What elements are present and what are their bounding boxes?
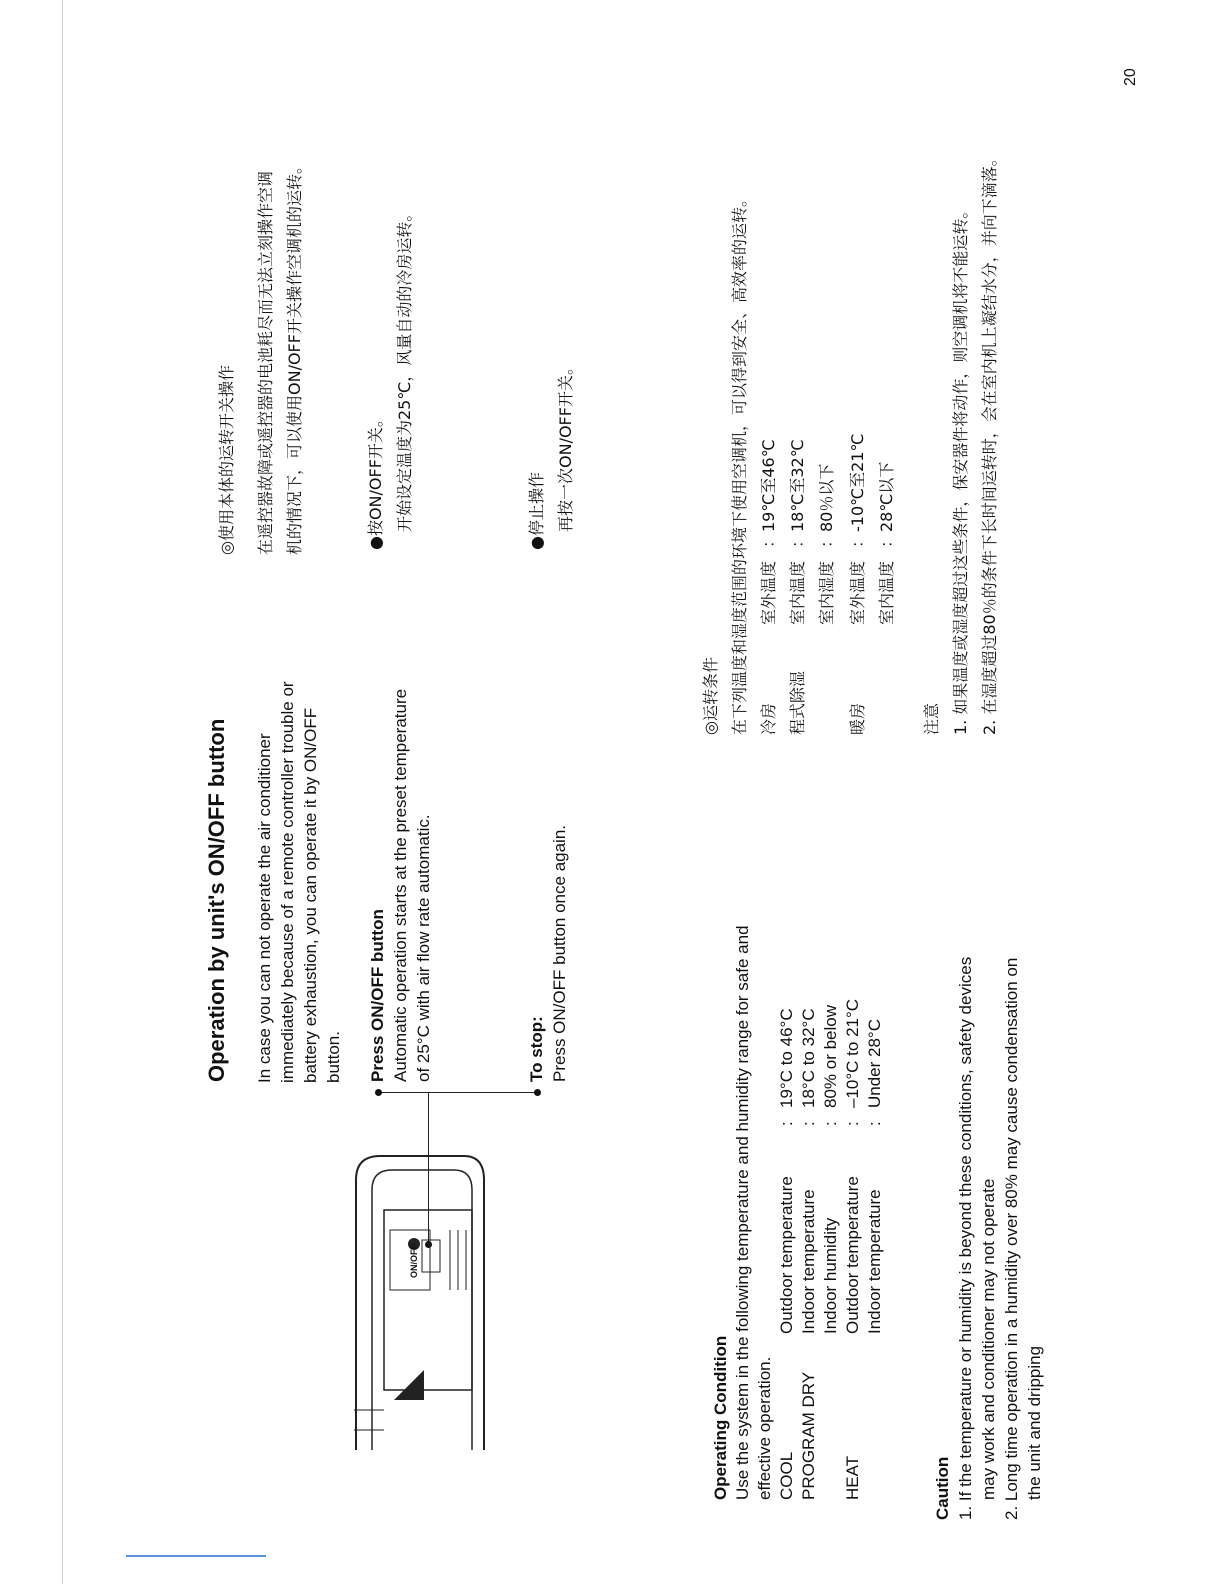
- en-stop-line-1: Press ON/OFF button once again.: [550, 824, 569, 1082]
- zh-intro-1: 在遥控器故障或遥控器的电池耗尽而无法立刻操作空调: [256, 170, 275, 555]
- zh-caution-1: 1. 如果温度或湿度超过这些条件，保安器件将动作，则空调机将不能运转。: [951, 202, 970, 735]
- indoor-unit-illustration: [354, 1150, 494, 1450]
- en-caution-heading: Caution: [933, 1456, 952, 1520]
- zh-op-row-0-mode: 冷房: [759, 702, 778, 735]
- en-intro-2: immediately because of a remote controller trouble or: [278, 681, 297, 1083]
- zh-stop-heading: ●停止操作: [527, 472, 546, 550]
- zh-stop-line-1: 再按一次ON/OFF开关。: [556, 359, 575, 532]
- en-op-row-4-item: Indoor temperature: [865, 1189, 884, 1334]
- zh-op-row-0-value: ：19℃至46℃: [759, 439, 778, 548]
- en-press-line-1: Automatic operation starts at the preset temperature: [391, 688, 410, 1082]
- zh-op-row-3-mode: 暖房: [848, 702, 867, 735]
- en-caution-2b: the unit and dripping: [1025, 1345, 1044, 1500]
- zh-op-row-1-mode: 程式除湿: [788, 670, 807, 735]
- zh-op-row-2-item: 室内湿度: [817, 560, 836, 625]
- en-title: Operation by unit's ON/OFF button: [204, 718, 229, 1082]
- en-op-row-0-item: Outdoor temperature: [777, 1176, 796, 1334]
- pointer-dot-stop: [534, 1089, 541, 1096]
- en-op-row-0-sep: :: [777, 1121, 796, 1126]
- zh-title: ◎使用本体的运转开关操作: [217, 365, 236, 555]
- en-operating-intro-1: Use the system in the following temperature and humidity range for safe and: [733, 925, 752, 1500]
- page-number: 20: [1122, 68, 1139, 86]
- en-caution-1b: may work and conditioner may not operate: [979, 1178, 998, 1500]
- en-operating-intro-2: effective operation.: [755, 1356, 774, 1500]
- page-margin-line: [62, 0, 63, 1584]
- en-caution-2: 2. Long time operation in a humidity over 80% may cause condensation on: [1002, 957, 1021, 1520]
- en-op-row-3-mode: HEAT: [843, 1455, 862, 1500]
- en-op-row-1-item: Indoor temperature: [799, 1189, 818, 1334]
- en-op-row-4-sep: :: [865, 1121, 884, 1126]
- en-op-row-3-item: Outdoor temperature: [843, 1176, 862, 1334]
- zh-op-row-3-item: 室外温度: [848, 560, 867, 625]
- en-op-row-4-value: Under 28°C: [865, 1018, 884, 1108]
- zh-intro-2: 机的情况下，可以使用ON/OFF开关操作空调机的运转。: [285, 158, 304, 555]
- en-intro-1: In case you can not operate the air conditioner: [255, 733, 274, 1083]
- en-intro-4: button.: [324, 1031, 343, 1083]
- en-op-row-1-value: 18°C to 32°C: [799, 1008, 818, 1108]
- footer-rule: [126, 1555, 266, 1557]
- pointer-dot-press: [375, 1089, 382, 1096]
- en-stop-heading: To stop:: [527, 1016, 546, 1082]
- zh-op-row-4-item: 室内温度: [877, 560, 896, 625]
- zh-op-row-4-value: ：28℃以下: [877, 461, 896, 548]
- zh-operating-heading: ◎运转条件: [701, 657, 720, 735]
- zh-operating-intro: 在下列温度和湿度范围的环境下使用空调机，可以得到安全、高效率的运转。: [730, 190, 749, 735]
- zh-op-row-1-item: 室内温度: [788, 560, 807, 625]
- zh-press-heading: ●按ON/OFF开关。: [366, 411, 385, 550]
- en-op-row-3-value: –10°C to 21°C: [843, 998, 862, 1108]
- en-op-row-1-mode: PROGRAM DRY: [799, 1371, 818, 1500]
- en-press-line-2: of 25°C with air flow rate automatic.: [414, 814, 433, 1082]
- pointer-line-connector: [378, 1092, 538, 1093]
- en-caution-1: 1. If the temperature or humidity is beyond these conditions, safety devices: [956, 956, 975, 1520]
- zh-caution-heading: 注意: [922, 702, 941, 735]
- en-op-row-3-sep: :: [843, 1121, 862, 1126]
- en-op-row-0-value: 19°C to 46°C: [777, 1008, 796, 1108]
- zh-caution-2: 2. 在湿度超过80％的条件下长时间运转时，会在室内机上凝结水分，并向下滴落。: [980, 150, 999, 735]
- en-op-row-1-sep: :: [799, 1121, 818, 1126]
- en-intro-3: battery exhaustion, you can operate it by ON/OFF: [301, 707, 320, 1083]
- zh-op-row-3-value: ：-10℃至21℃: [848, 433, 867, 548]
- en-op-row-2-value: 80% or below: [821, 1004, 840, 1108]
- en-operating-heading: Operating Condition: [711, 1335, 730, 1500]
- en-op-row-2-sep: :: [821, 1121, 840, 1126]
- zh-op-row-2-value: ：80％以下: [817, 463, 836, 548]
- zh-op-row-0-item: 室外温度: [759, 560, 778, 625]
- en-op-row-2-item: Indoor humidity: [821, 1217, 840, 1334]
- unit-onoff-label: ON/OFF: [409, 1244, 419, 1278]
- zh-op-row-1-value: ：18℃至32℃: [788, 439, 807, 548]
- en-press-heading: Press ON/OFF button: [368, 909, 387, 1082]
- zh-press-line-1: 开始设定温度为25℃，风量自动的冷房运转。: [395, 205, 414, 532]
- en-op-row-0-mode: COOL: [777, 1451, 796, 1500]
